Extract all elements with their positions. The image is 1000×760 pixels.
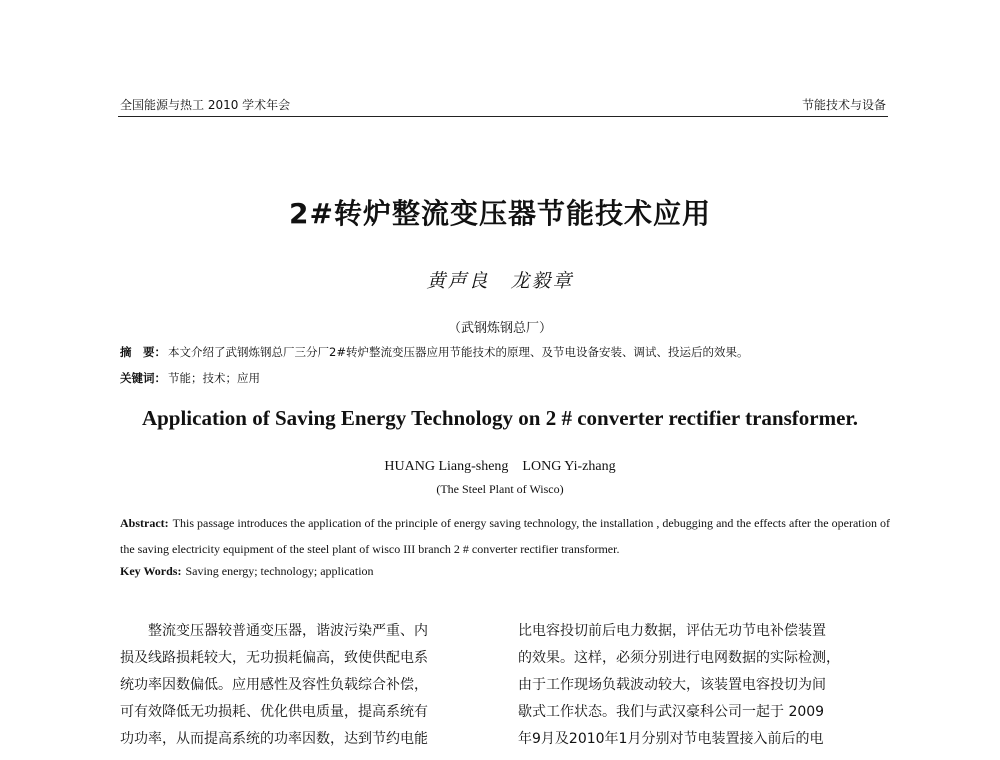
keywords-chinese-text: 节能；技术；应用 — [168, 371, 260, 385]
keywords-chinese — [120, 370, 890, 386]
affiliation-english: (The Steel Plant of Wisco) — [436, 482, 564, 496]
body-line: 统功率因数偏低。应用感性及容性负载综合补偿， — [120, 677, 428, 693]
header-section-name: 节能技术与设备 — [801, 98, 886, 112]
abstract-chinese-text: 本文介绍了武钢炼钢总厂三分厂2#转炉整流变压器应用节能技术的原理、及节电设备安装、调试、投运后的效果。 — [168, 345, 749, 359]
paper-title-chinese: 2#转炉整流变压器节能技术应用 — [289, 197, 711, 230]
affiliation-chinese: （武钢炼钢总厂） — [447, 321, 552, 336]
running-header — [118, 94, 888, 117]
body-column-right — [518, 618, 888, 753]
body-line: 功功率，从而提高系统的功率因数，达到节约电能 — [120, 731, 428, 747]
body-line: 歇式工作状态。我们与武汉豪科公司一起于 2009 — [518, 704, 825, 720]
header-conference-name: 全国能源与热工 2010 学术年会 — [120, 98, 291, 112]
keywords-chinese-label: 关键词： — [120, 371, 166, 385]
abstract-english — [120, 510, 890, 562]
authors-chinese: 黄声良 龙毅章 — [426, 270, 574, 292]
paper-title-english: Application of Saving Energy Technology on 2 # converter rectifier transformer. — [141, 406, 859, 430]
body-line: 损及线路损耗较大，无功损耗偏高，致使供配电系 — [120, 650, 428, 666]
abstract-chinese-label: 摘 要： — [120, 345, 166, 359]
body-column-left — [120, 618, 490, 753]
keywords-english-text: Saving energy; technology; application — [185, 564, 374, 578]
body-line: 可有效降低无功损耗、优化供电质量，提高系统有 — [120, 704, 428, 720]
body-line: 年9月及2010年1月分别对节电装置接入前后的电 — [518, 731, 824, 747]
keywords-english — [120, 564, 890, 579]
abstract-english-text: This passage introduces the application of the principle of energy saving technology, the installation , debugging and the effects after the operation of the saving electricity equipment of the steel plant of wisco III branch 2 # converter rectifier transformer. — [120, 516, 890, 556]
body-line: 的效果。这样，必须分别进行电网数据的实际检测， — [518, 650, 840, 666]
abstract-chinese — [120, 344, 890, 360]
authors-english: HUANG Liang-sheng LONG Yi-zhang — [384, 459, 616, 474]
body-line: 比电容投切前后电力数据，评估无功节电补偿装置 — [518, 623, 826, 639]
abstract-english-label: Abstract: — [120, 516, 169, 530]
body-line: 由于工作现场负载波动较大，该装置电容投切为间 — [518, 677, 826, 693]
keywords-english-label: Key Words: — [120, 564, 182, 578]
body-line: 整流变压器较普通变压器，谐波污染严重、内 — [120, 623, 428, 639]
